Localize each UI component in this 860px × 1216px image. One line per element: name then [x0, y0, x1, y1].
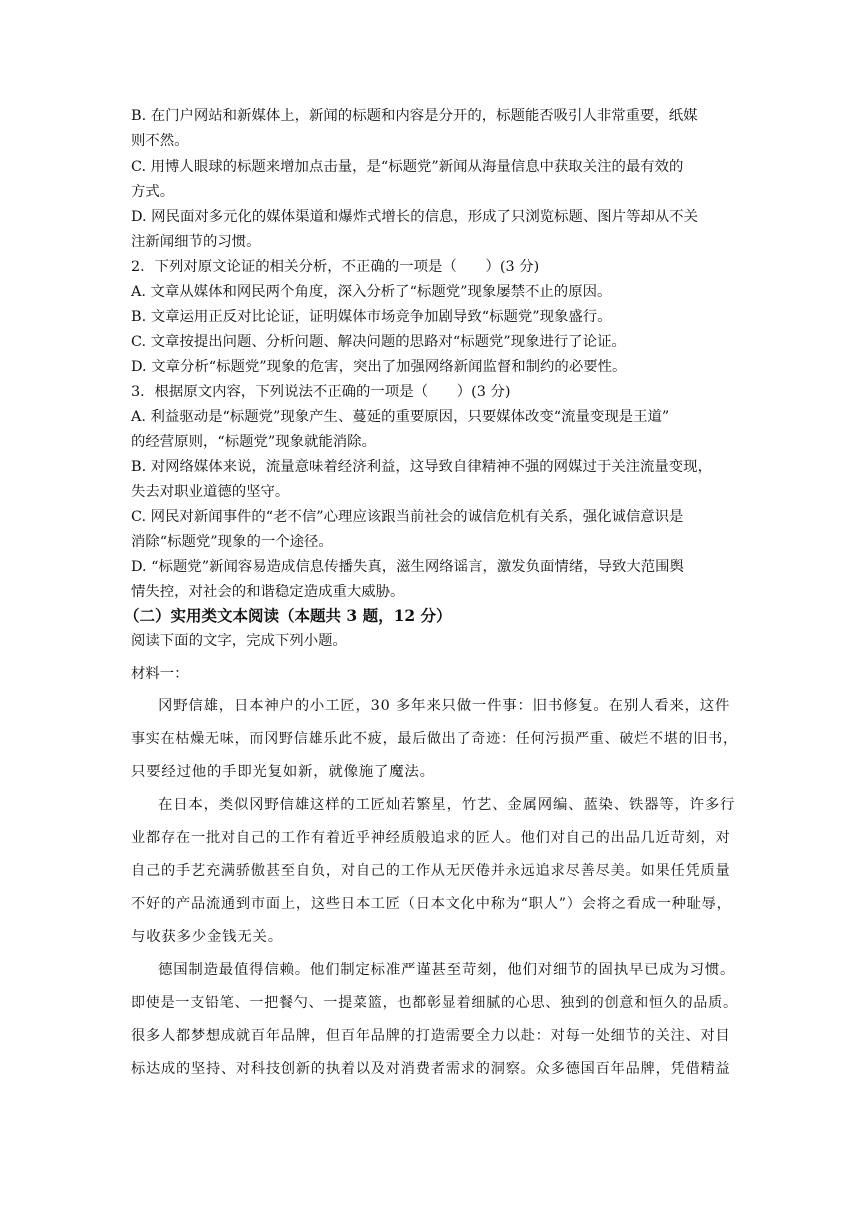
material-line: 与收获多少金钱无关。 — [131, 929, 283, 945]
instruction-text: 阅读下面的文字，完成下列小题。 — [131, 633, 347, 649]
option-a: A. 利益驱动是“标题党”现象产生、蔓延的重要原因，只要媒体改变“流量变现是王道” — [131, 409, 670, 425]
question-3: 3．根据原文内容，下列说法不正确的一项是（ ）(3 分) — [131, 384, 511, 400]
material-line: 很多人都梦想成就百年品牌，但百年品牌的打造需要全力以赴：对每一处细节的关注、对目 — [131, 1028, 731, 1044]
material-line: 德国制造最值得信赖。他们制定标准严谨甚至苛刻，他们对细节的固执早已成为习惯。 — [158, 962, 736, 978]
text-line: B. 在门户网站和新媒体上，新闻的标题和内容是分开的，标题能否吸引人非常重要，纸媒 — [131, 108, 698, 124]
text-line: 方式。 — [131, 184, 175, 200]
material-line: 即使是一支铅笔、一把餐勺、一提菜篮，也都彰显着细腻的心思、独到的创意和恒久的品质。 — [131, 995, 738, 1011]
text-line: 失去对职业道德的坚守。 — [131, 484, 290, 500]
text-line: 注新闻细节的习惯。 — [131, 234, 261, 250]
option-d: D. “标题党”新闻容易造成信息传播失真，滋生网络谣言，激发负面情绪，导致大范围舆 — [131, 559, 684, 575]
section-heading: （二）实用类文本阅读（本题共 3 题，12 分） — [124, 606, 452, 625]
material-line: 事实在枯燥无味，而冈野信雄乐此不疲，最后做出了奇迹：任何污损严重、破烂不堪的旧书， — [131, 731, 738, 747]
option-c: C. 网民对新闻事件的“老不信”心理应该跟当前社会的诚信危机有关系，强化诚信意识是 — [131, 509, 684, 525]
text-line: 情失控，对社会的和谐稳定造成重大威胁。 — [131, 584, 405, 600]
text-line: C. 用博人眼球的标题来增加点击量，是“标题党”新闻从海量信息中获取关注的最有效的 — [131, 159, 684, 175]
material-line: 不好的产品流通到市面上，这些日本工匠（日本文化中称为“职人”）会将之看成一种耻辱， — [131, 896, 732, 912]
material-line: 业都存在一批对自己的工作有着近乎神经质般追求的匠人。他们对自己的出品几近苛刻，对 — [131, 830, 731, 846]
material-label: 材料一： — [131, 666, 189, 682]
text-line: 消除“标题党”现象的一个途径。 — [131, 534, 333, 550]
option-b: B. 对网络媒体来说，流量意味着经济利益，这导致自律精神不强的网媒过于关注流量变现， — [131, 459, 712, 475]
material-line: 只要经过他的手即光复如新，就像施了魔法。 — [131, 764, 435, 780]
text-line: 的经营原则，“标题党”现象就能消除。 — [131, 434, 376, 450]
material-line: 冈野信雄，日本神户的小工匠，30 多年来只做一件事：旧书修复。在别人看来，这件 — [158, 698, 731, 714]
option-b: B. 文章运用正反对比论证，证明媒体市场竞争加剧导致“标题党”现象盛行。 — [131, 309, 612, 325]
option-a: A. 文章从媒体和网民两个角度，深入分析了“标题党”现象屡禁不止的原因。 — [131, 284, 612, 300]
material-line: 自己的手艺充满骄傲甚至自负，对自己的工作从无厌倦并永远追求尽善尽美。如果任凭质量 — [131, 863, 731, 879]
material-line: 标达成的坚持、对科技创新的执着以及对消费者需求的洞察。众多德国百年品牌，凭借精益 — [131, 1061, 731, 1077]
option-c: C. 文章按提出问题、分析问题、解决问题的思路对“标题党”现象进行了论证。 — [131, 334, 626, 350]
question-2: 2．下列对原文论证的相关分析，不正确的一项是（ ）(3 分) — [131, 259, 540, 275]
option-d: D. 文章分析“标题党”现象的危害，突出了加强网络新闻监督和制约的必要性。 — [131, 359, 627, 375]
text-line: 则不然。 — [131, 133, 189, 149]
text-line: D. 网民面对多元化的媒体渠道和爆炸式增长的信息，形成了只浏览标题、图片等却从不关 — [131, 209, 699, 225]
material-line: 在日本，类似冈野信雄这样的工匠灿若繁星，竹艺、金属网编、蓝染、铁器等，许多行 — [158, 797, 736, 813]
